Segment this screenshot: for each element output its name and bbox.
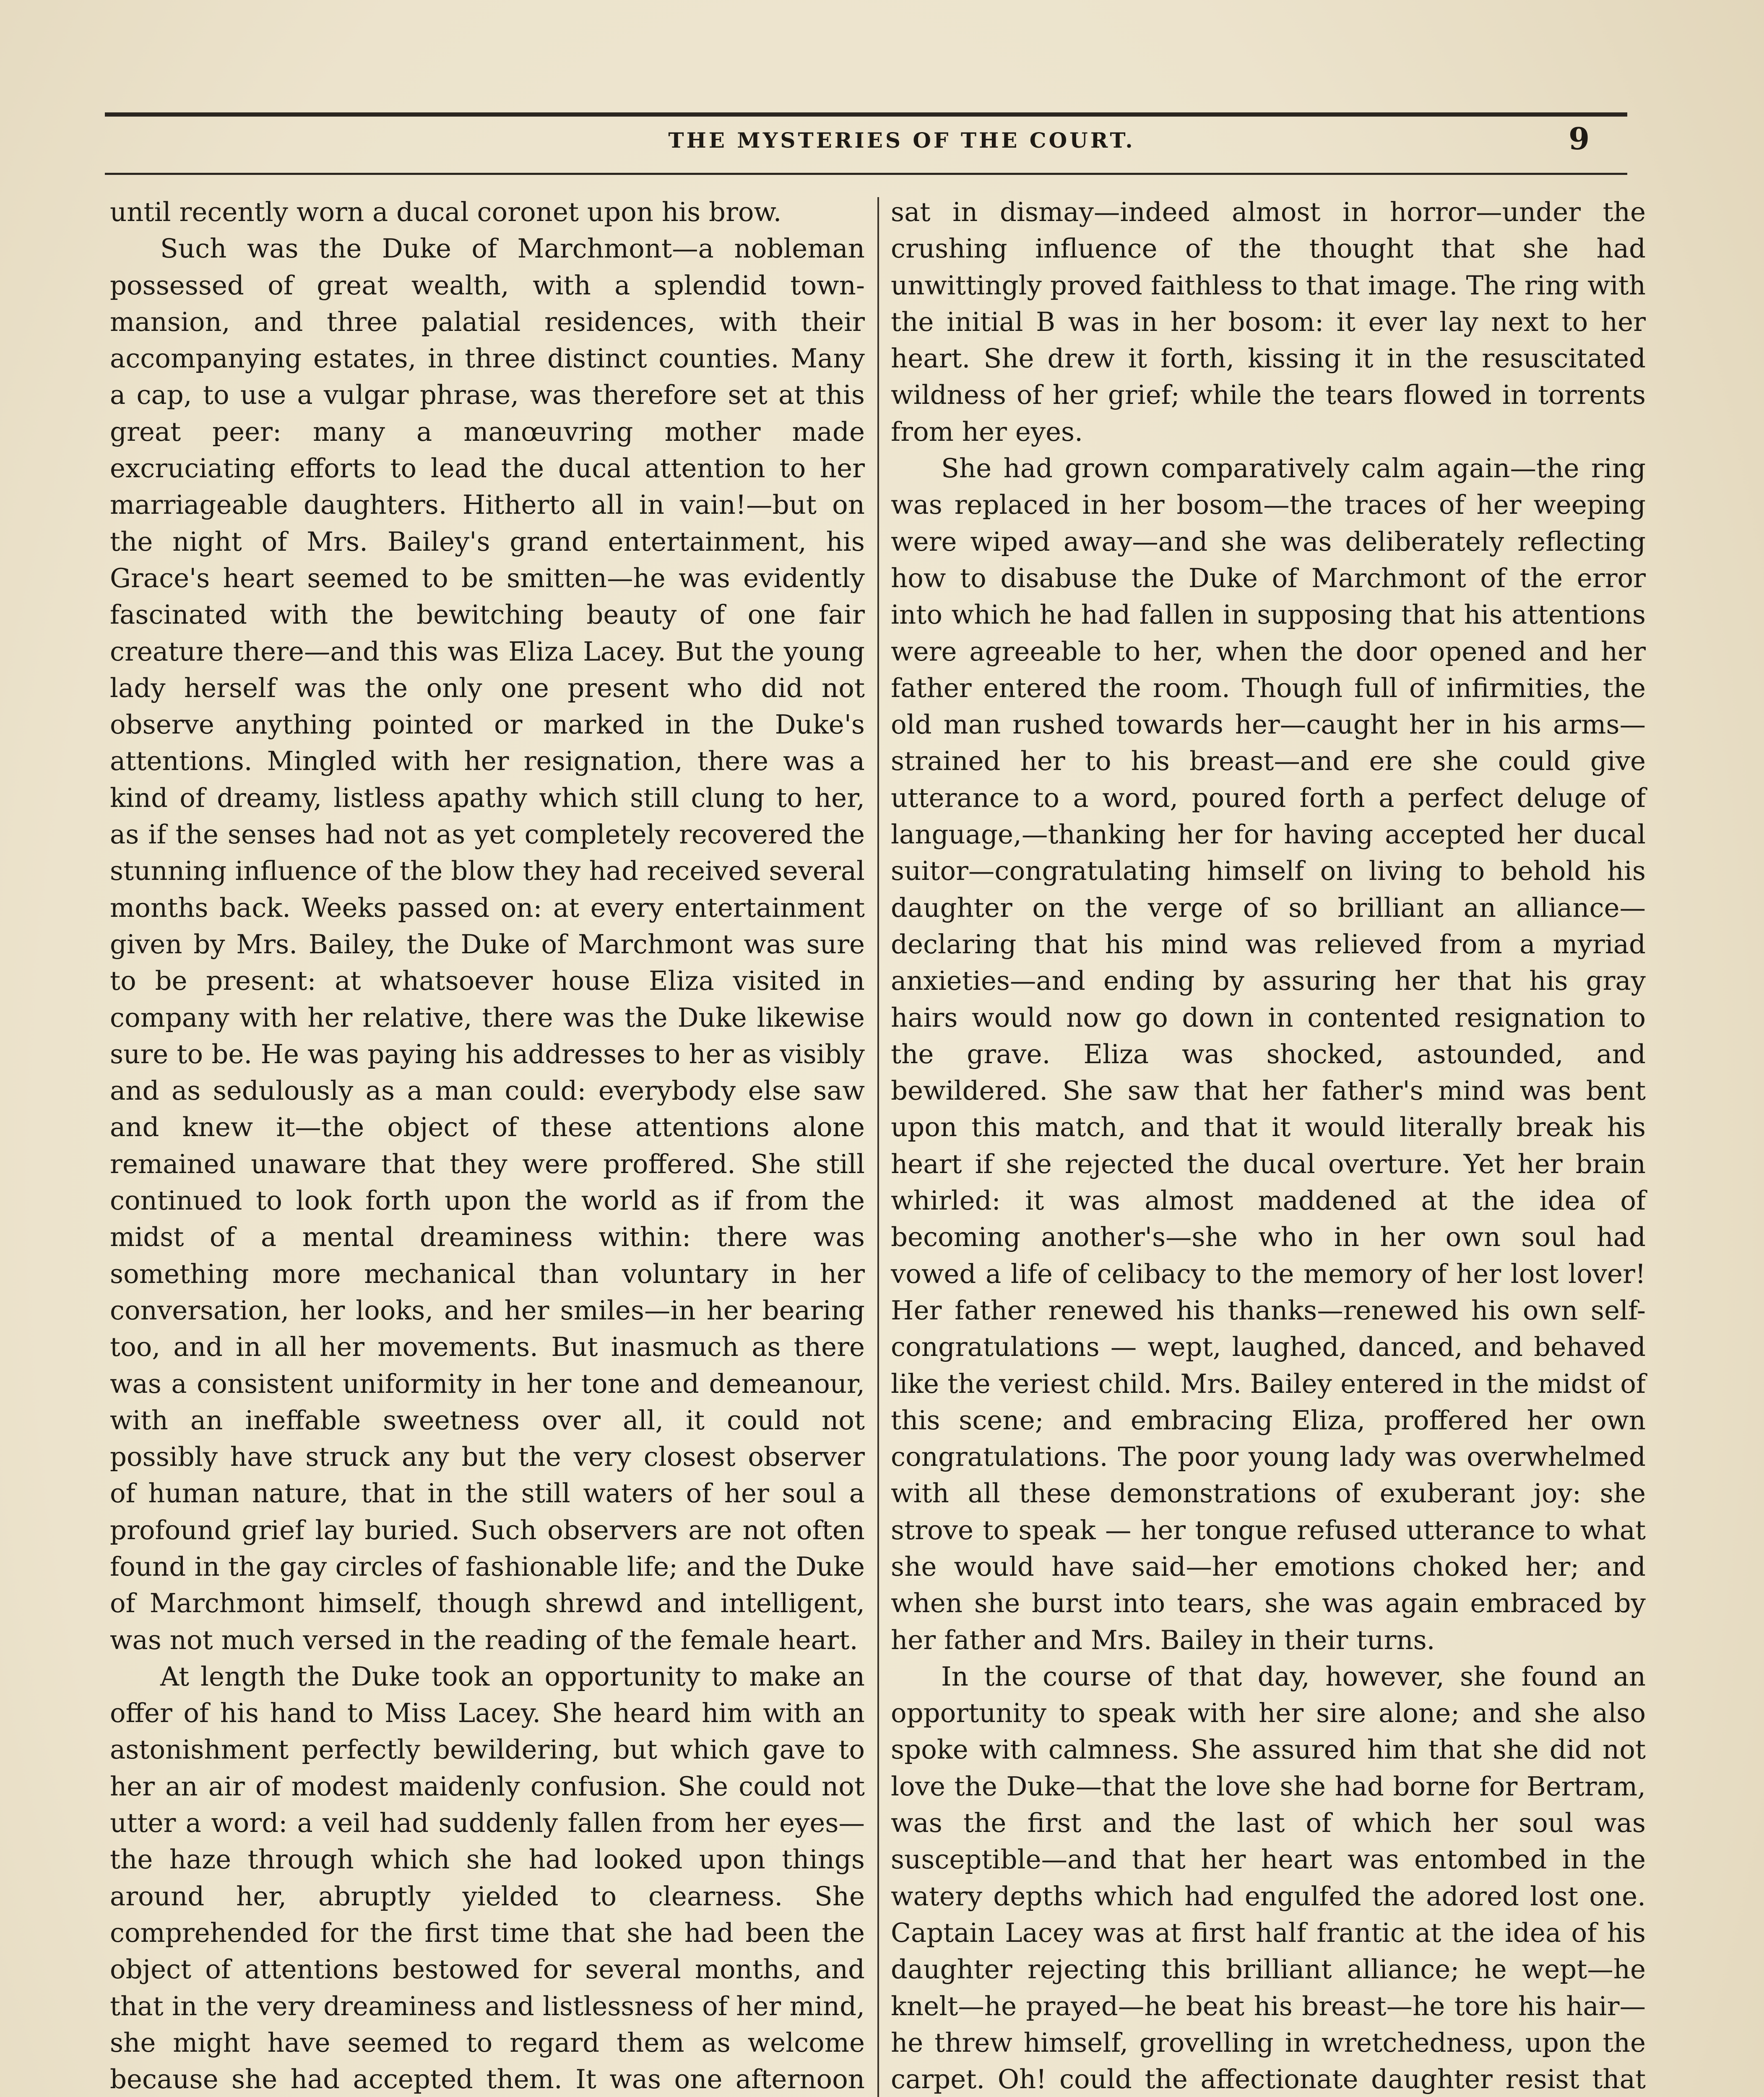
page-number: 9 [1569,121,1590,156]
column-divider [877,197,879,2097]
left-paragraph-3: At length the Duke took an opportunity to make an offer of his hand to Miss Lacey. She heard him with an astonishment perfectly bewildering, but which gave to her an air of modest maidenly confusion. She could not utter a word: a veil had suddenly fallen from her eyes—the haze through which she had looked upon things around her, abruptly yielded to clearness. She comprehended for the first time that she had been the object of attentions bestowed for several months, and that in the very dreaminess and listlessness of her mind, she might have seemed to regard them as welcome because she had accepted them. It was one afternoon [110,1661,865,2095]
right-paragraph-2: She had grown comparatively calm again—the ring was replaced in her bosom—the traces of her weeping were wiped away—and she was deliberately reflecting how to disabuse the Duke of Marchmont of the error into which he had fallen in supposing that his attentions were agreeable to her, when the door opened and her father entered the room. Though full of infirmities, the old man rushed towards her—caught her in his arms—strained her to his breast—and ere she could give utterance to a word, poured forth a perfect deluge of language,—thanking her for having accepted her ducal suitor—congratulating himself on living to behold his daughter on the verge of so brilliant an alliance—declaring that his mind was relieved from a myriad anxieties—and ending by assuring her that his gray hairs would now go down in contented resignation to the grave. Eliza was shocked, astounded, and bewildered. She saw that her father's mind was bent upon this match, and that it would literally break his heart if she rejected the ducal overture. Yet her brain whirled: it was almost maddened at the idea of becoming another's—she who in her own soul had vowed a life of celibacy to the memory of her lost lover! Her father renewed his thanks—renewed his own self-congratulations — wept, laughed, danced, and behaved like the veriest child. Mrs. Bailey entered in the midst of this scene; and embracing Eliza, proffered her own congratulations. The poor young lady was overwhelmed with all these demonstrations of exuberant joy: she strove to speak — her tongue refused utterance to what she would have said—her emotions choked her; and when she burst into tears, she was again embraced by her father and Mrs. Bailey in their turns. [891,453,1646,1655]
running-title: THE MYSTERIES OF THE COURT. [668,128,1135,153]
right-paragraph-1: sat in dismay—indeed almost in horror—under the crushing influence of the thought that she had unwittingly proved faithless to that image. The ring with the initial B was in her bosom: it ever lay next to her heart. She drew it forth, kissing it in the resuscitated wildness of her grief; while the tears flowed in torrents from her eyes. [891,197,1646,447]
right-paragraph-3: In the course of that day, however, she found an opportunity to speak with her sire alone; and she also spoke with calmness. She assured him that she did not love the Duke—that the love she had borne for Bertram, was the first and the last of which her soul was susceptible—and that her heart was entombed in the watery depths which had engulfed the adored lost one. Captain Lacey was at first half frantic at the idea of his daughter rejecting this brilliant alliance; he wept—he knelt—he prayed—he beat his breast—he tore his hair—he threw himself, grovelling in wretchedness, upon the carpet. Oh! could the affectionate daughter resist that [891,1661,1646,2095]
right-column [891,194,1646,2097]
left-paragraph-2: Such was the Duke of Marchmont—a nobleman possessed of great wealth, with a splendid town-mansion, and three palatial residences, with their accompanying estates, in three distinct counties. Many a cap, to use a vulgar phrase, was therefore set at this great peer: many a manœuvring mother made excruciating efforts to lead the ducal attention to her marriageable daughters. Hitherto all in vain!—but on the night of Mrs. Bailey's grand entertainment, his Grace's heart seemed to be smitten—he was evidently fascinated with the bewitching beauty of one fair creature there—and this was Eliza Lacey. But the young lady herself was the only one present who did not observe anything pointed or marked in the Duke's attentions. Mingled with her resignation, there was a kind of dreamy, listless apathy which still clung to her, as if the senses had not as yet completely recovered the stunning influence of the blow they had received several months back. Weeks passed on: at every entertainment given by Mrs. Bailey, the Duke of Marchmont was sure to be present: at whatsoever house Eliza visited in company with her relative, there was the Duke likewise sure to be. He was paying his addresses to her as visibly and as sedulously as a man could: everybody else saw and knew it—the object of these attentions alone remained unaware that they were proffered. She still continued to look forth upon the world as if from the midst of a mental dreaminess within: there was something more mechanical than voluntary in her conversation, her looks, and her smiles—in her bearing too, and in all her movements. But inasmuch as there was a consistent uniformity in her tone and demeanour, with an ineffable sweetness over all, it could not possibly have struck any but the very closest observer of human nature, that in the still waters of her soul a profound grief lay buried. Such observers are not often found in the gay circles of fashionable life; and the Duke of Marchmont himself, though shrewd and intelligent, was not much versed in the reading of the female heart. [110,233,865,1655]
left-paragraph-1: until recently worn a ducal coronet upon his brow. [110,197,782,227]
top-rule [105,112,1627,117]
header-rule [105,173,1627,175]
left-column [110,194,865,2097]
